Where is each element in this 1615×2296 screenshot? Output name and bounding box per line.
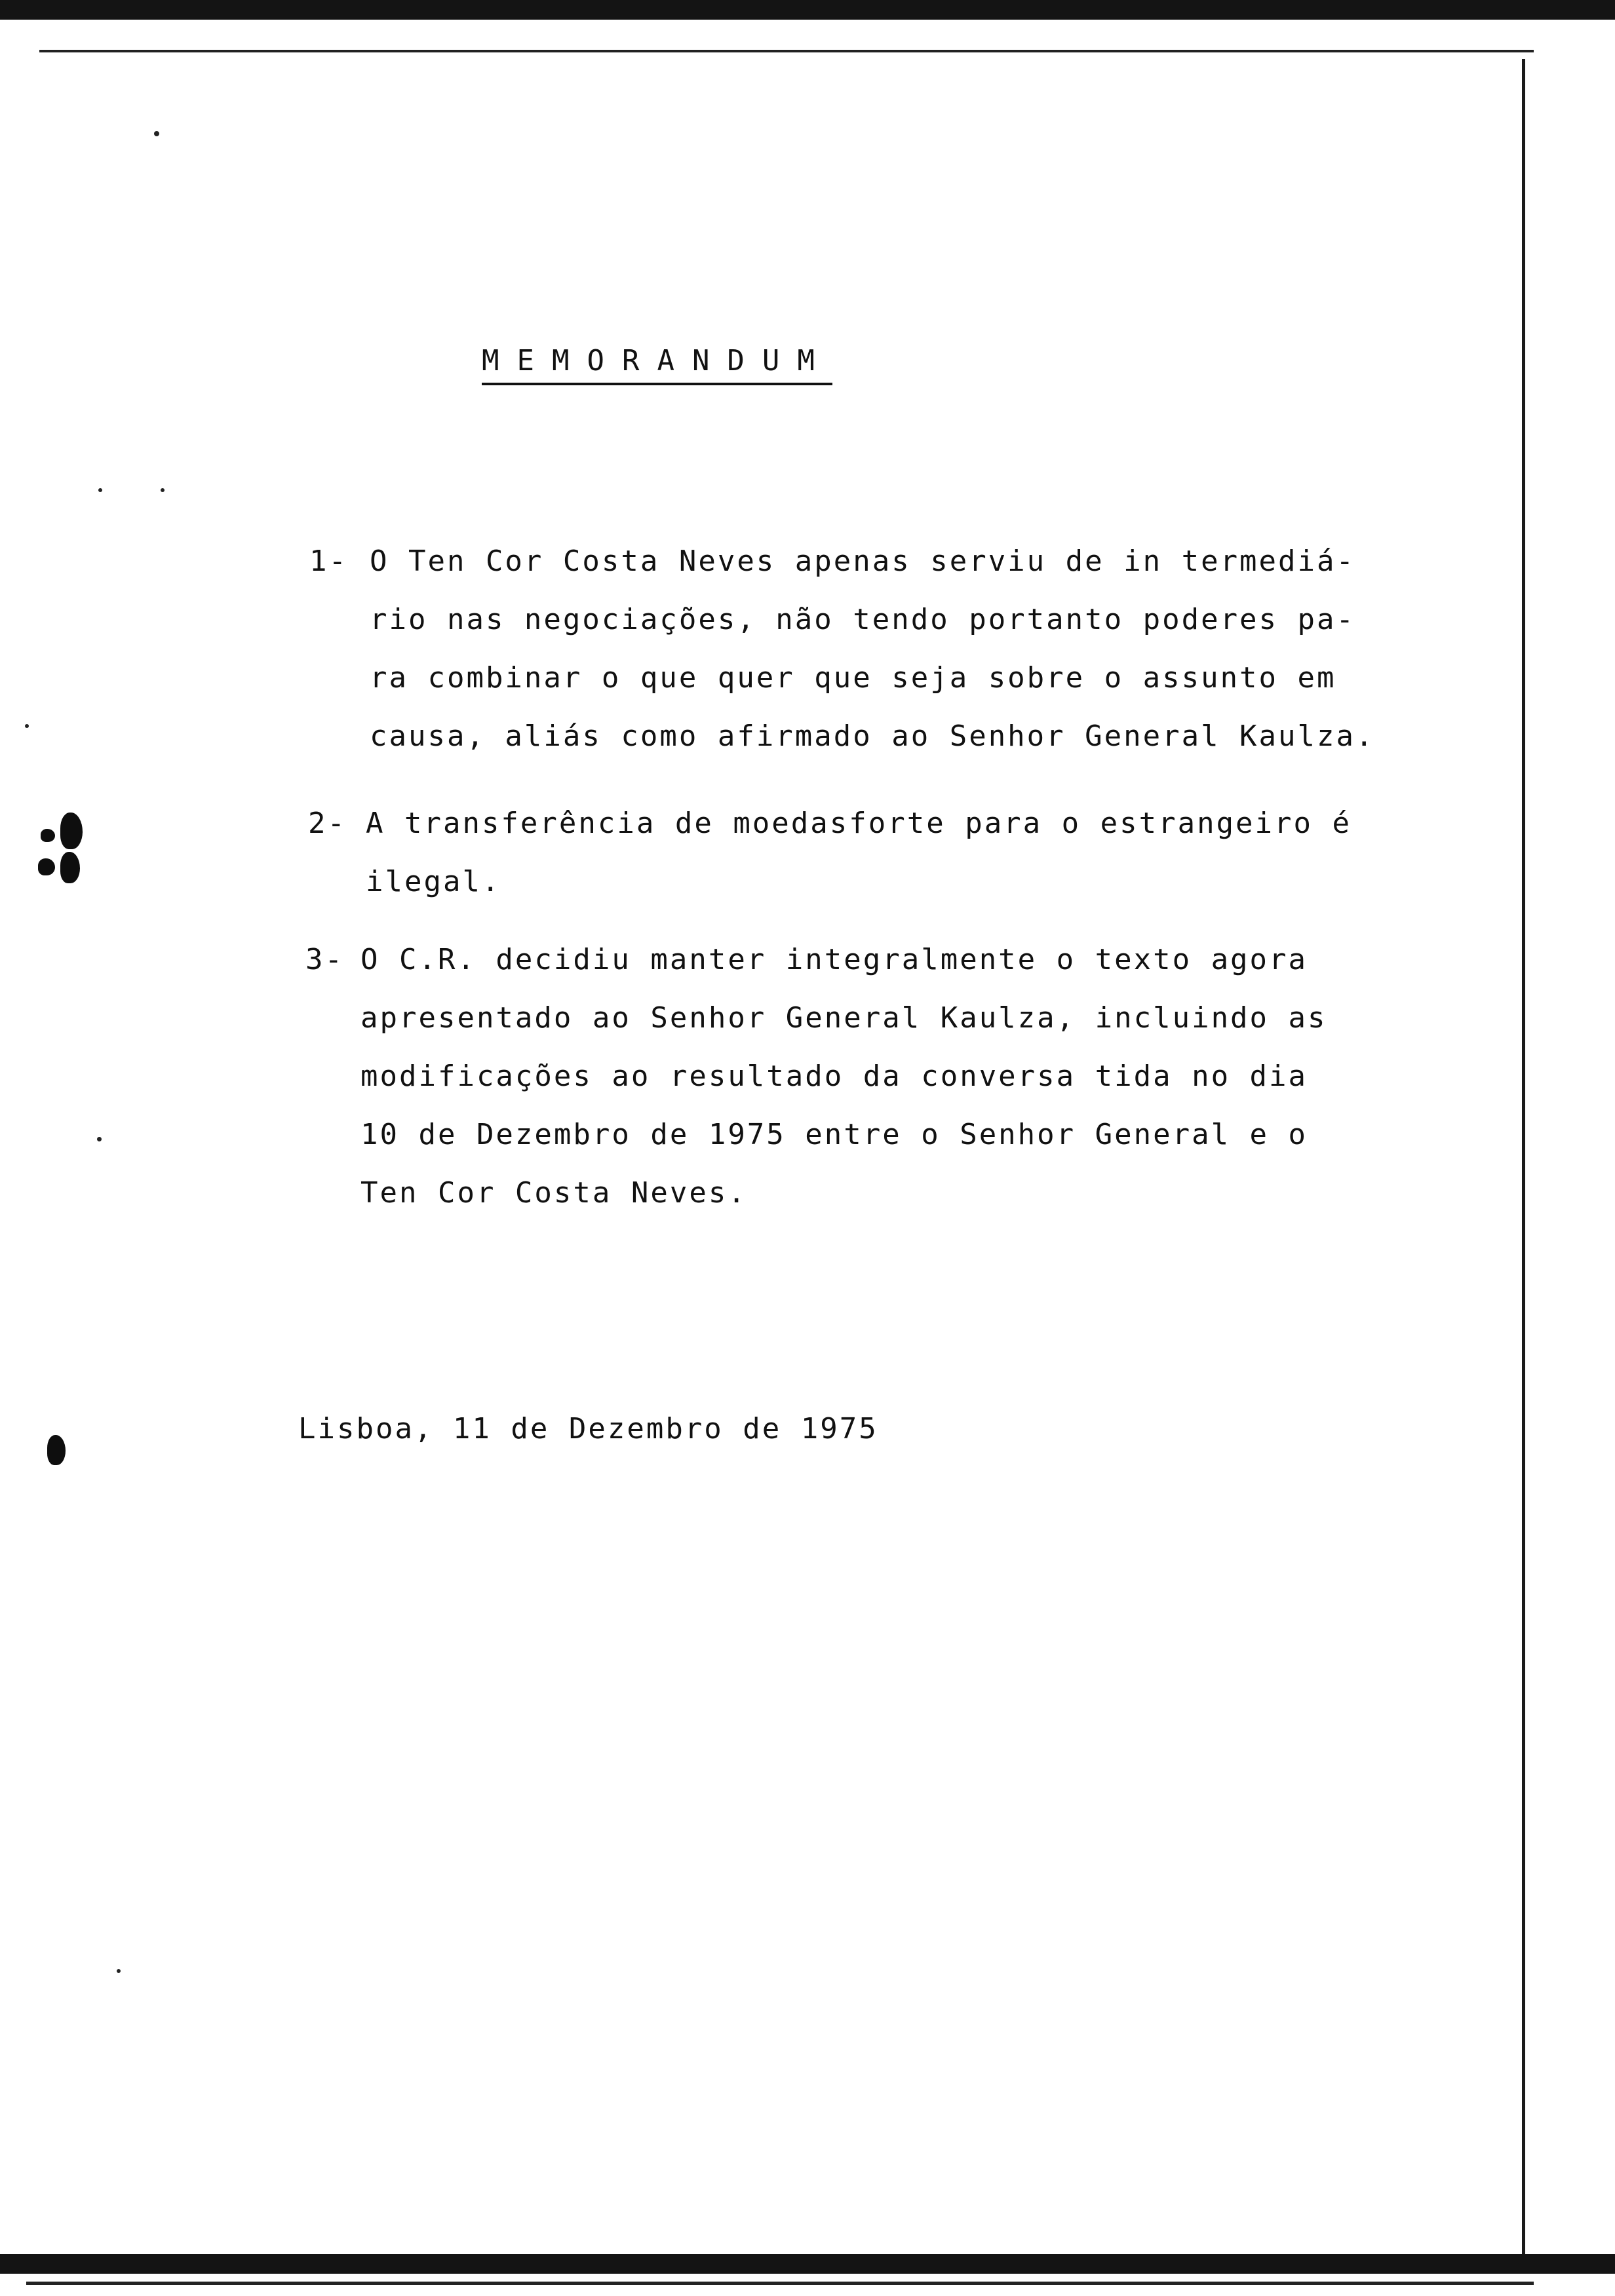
item-number: 3- [305,943,344,976]
item-line: 10 de Dezembro de 1975 entre o Senhor General e o [360,1118,1308,1151]
ink-blot [41,829,55,842]
scan-speck [117,1969,121,1973]
scan-speck [154,131,159,136]
item-line: apresentado ao Senhor General Kaulza, incluindo as [360,1001,1327,1035]
item-number: 1- [309,545,348,578]
place-date: Lisboa, 11 de Dezembro de 1975 [298,1412,878,1445]
item-line: O C.R. decidiu manter integralmente o texto agora [360,943,1308,976]
item-line: A transferência de moedasforte para o estrangeiro é [366,807,1352,840]
item-line: ilegal. [366,865,501,898]
scan-edge-right [1522,59,1525,2254]
scan-rule-bottom [26,2282,1534,2285]
scan-speck [161,488,165,492]
scan-border-top [0,0,1615,20]
scan-rule-top [39,50,1534,52]
item-number: 2- [308,807,347,840]
ink-blot [60,813,83,849]
item-line: Ten Cor Costa Neves. [360,1176,747,1210]
scan-speck [98,488,102,492]
item-line: ra combinar o que quer que seja sobre o assunto em [370,661,1336,695]
item-line: causa, aliás como afirmado ao Senhor General Kaulza. [370,719,1375,753]
item-line: modificações ao resultado da conversa tida no dia [360,1060,1308,1093]
scan-speck [97,1137,102,1141]
memo-title: MEMORANDUM [482,344,832,385]
item-line: rio nas negociações, não tendo portanto poderes pa- [370,603,1356,636]
ink-blot [38,858,55,875]
item-line: O Ten Cor Costa Neves apenas serviu de in termediá- [370,545,1356,578]
scan-speck [25,724,29,728]
ink-blot [60,852,80,883]
scan-border-bottom [0,2254,1615,2274]
ink-blot [47,1435,66,1465]
